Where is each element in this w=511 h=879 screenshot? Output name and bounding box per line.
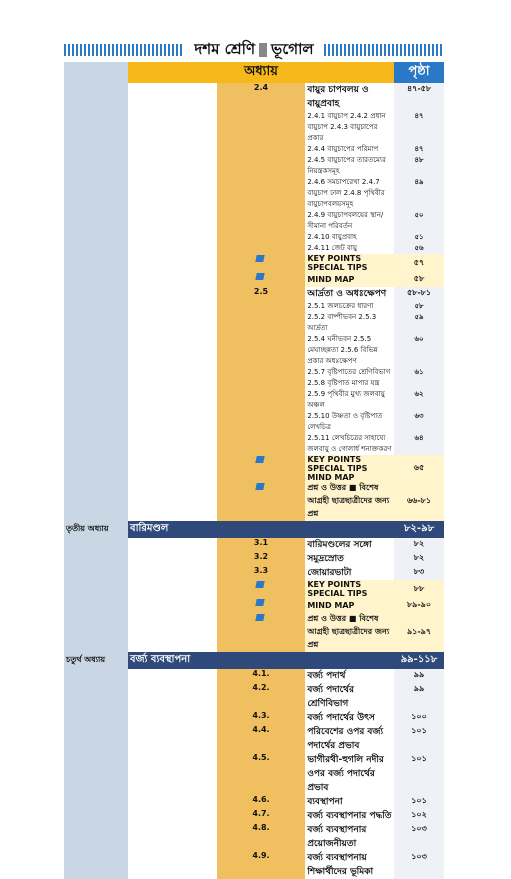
subsection-page: ৬২ — [394, 389, 444, 411]
subsection-text: 2.5.7 বৃষ্টিপাতের শ্রেণিবিভাগ 2.5.8 বৃষ্টিপাত মাপার যন্ত্র — [307, 368, 391, 387]
item-title: বারিমণ্ডলের সঙ্গো — [307, 540, 372, 550]
item-page: ১০১ — [394, 795, 444, 809]
item-page: ৮৩ — [394, 566, 444, 580]
subsection-page: ৪৯ — [394, 177, 444, 210]
tips-page: ৬৫ — [394, 455, 444, 482]
item-page: ৯৯ — [394, 683, 444, 711]
tips-text: KEY POINTS SPECIAL TIPS MIND MAP — [305, 455, 394, 482]
subsection-text: 2.4.10 বায়ুপ্রবাহ — [307, 233, 357, 241]
item-page: ১০২ — [394, 809, 444, 823]
book-icon — [255, 456, 264, 463]
item-title: বর্জ্য ব্যবস্থাপনার প্রয়োজনীয়তা — [307, 825, 367, 849]
item-title: পরিবেশের ওপর বর্জ্য পদার্থের প্রভাব — [307, 727, 384, 751]
item-title: বর্জ্য পদার্থের উৎস — [307, 713, 375, 723]
subsection-page: ৫৮ — [394, 301, 444, 312]
item-page: ১০০ — [394, 711, 444, 725]
book-icon — [255, 614, 264, 621]
subsection-page: ৪৮ — [394, 155, 444, 177]
item-page: ৮২ — [394, 538, 444, 552]
subsection-text: 2.5.2 বাষ্পীভবন 2.5.3 আর্দ্রতা — [307, 313, 377, 332]
item-title: ভাগীরথী-হুগলি নদীর ওপর বর্জ্য পদার্থের প্রভাব — [307, 755, 384, 793]
page-header — [64, 38, 444, 60]
subsection-page: ৫৬ — [394, 243, 444, 254]
subsection-page: ৬৩ — [394, 411, 444, 433]
subsection-text: 2.4.11 জেট বায়ু — [307, 244, 357, 252]
page-title — [64, 38, 444, 60]
book-icon — [255, 581, 264, 588]
section-row-2-4 — [64, 83, 444, 111]
qa-page: ৬৬-৮১ — [394, 482, 444, 521]
item-page: ৮২ — [394, 552, 444, 566]
item-number: 4.2. — [217, 683, 306, 711]
item-title: ব্যবস্থাপনা — [307, 797, 343, 807]
item-number: 4.9. — [217, 851, 306, 879]
item-number: 3.3 — [217, 566, 306, 580]
item-number: 4.8. — [217, 823, 306, 851]
subsection-text: 2.5.10 উষ্ণতা ও বৃষ্টিপাত লেখচিত্র — [307, 412, 383, 431]
subsection-page: ৬৪ — [394, 433, 444, 455]
item-number: 3.2 — [217, 552, 306, 566]
chapter-title: বর্জ্য ব্যবস্থাপনা — [128, 652, 394, 669]
item-number: 4.3. — [217, 711, 306, 725]
table-header-row — [64, 62, 444, 83]
book-icon — [255, 273, 264, 280]
item-title: বর্জ্য ব্যবস্থাপনার পদ্ধতি — [307, 811, 392, 821]
subsection-text: 2.4.1 বায়ুচাপ 2.4.2 প্রধান বায়ুচাপ 2.4.3 বায়ুচাপের প্রকার — [307, 112, 386, 142]
subject-label: ভূগোল — [271, 40, 314, 58]
subsection-page: ৬১ — [394, 367, 444, 389]
section-row-2-5 — [64, 287, 444, 301]
qa-page: ৯১-৯৭ — [394, 613, 444, 652]
item-page: ১০১ — [394, 753, 444, 795]
item-title: বর্জ্য পদার্থের শ্রেণিবিভাগ — [307, 685, 354, 709]
tips-text: KEY POINTS SPECIAL TIPS — [305, 254, 394, 272]
item-title: সমুদ্রস্রোত — [307, 554, 344, 564]
item-number: 4.6. — [217, 795, 306, 809]
section-page: ৫৮-৮১ — [394, 287, 444, 301]
subsection-page: ৫৯ — [394, 312, 444, 334]
item-number: 4.7. — [217, 809, 306, 823]
mindmap-text: MIND MAP — [305, 272, 394, 287]
mindmap-text: MIND MAP — [305, 598, 394, 613]
subsection-page: ৪৭ — [394, 144, 444, 155]
section-title: আর্দ্রতা ও অধঃক্ষেপণ — [307, 289, 387, 299]
tips-text: KEY POINTS SPECIAL TIPS — [305, 580, 394, 598]
item-number: 4.1. — [217, 669, 306, 683]
class-label: দশম শ্রেণি — [194, 40, 256, 58]
chapter-label: চতুর্থ অধ্যায় — [64, 652, 128, 669]
subsection-text: 2.4.9 বায়ুচাপবলয়ের স্থান/সীমানা পরিবর্তন — [307, 211, 384, 230]
col-title: অধ্যায় — [128, 62, 394, 83]
qa-text: প্রশ্ন ও উত্তর ■ বিশেষ আগ্রহী ছাত্রছাত্রীদের জন্য প্রশ্ন — [305, 482, 394, 521]
subsection-text: 2.4.4 বায়ুচাপের পরিমাপ — [307, 145, 379, 153]
tips-page: ৮৮ — [394, 580, 444, 598]
section-title: বায়ুর চাপবলয় ও বায়ুপ্রবাহ — [307, 85, 369, 109]
contents-table — [64, 62, 444, 879]
subsection-page: ৫০ — [394, 210, 444, 232]
item-page: ৯৯ — [394, 669, 444, 683]
book-icon — [255, 255, 264, 262]
item-row — [64, 538, 444, 552]
subsection-text: 2.5.1 জলচক্রের ধারণা — [307, 302, 374, 310]
col-page: পৃষ্ঠা — [394, 62, 444, 83]
subsection-page: ৬০ — [394, 334, 444, 367]
item-title: বর্জ্য পদার্থ — [307, 671, 346, 681]
subsection-text: 2.5.4 ঘনীভবন 2.5.5 মেঘাচ্ছন্নতা 2.5.6 বিভিন্ন প্রকার অধঃক্ষেপণ — [307, 335, 378, 365]
title-separator — [259, 43, 267, 57]
subsection-page: ৪৭ — [394, 111, 444, 144]
section-number: 2.5 — [217, 287, 306, 455]
book-icon — [255, 483, 264, 490]
item-page: ১০৩ — [394, 823, 444, 851]
item-title: জোয়ারভাটা — [307, 568, 352, 578]
subsection-text: 2.5.11 লেখচিত্রের সাহায্যে জলবায়ু ও গোলার্ধ শনাক্তকরণ — [307, 434, 392, 453]
chapter-row-3 — [64, 521, 444, 538]
subsection-text: 2.4.5 বায়ুচাপের তারতম্যের নিয়ন্ত্রকসমূহ — [307, 156, 386, 175]
chapter-label: তৃতীয় অধ্যায় — [64, 521, 128, 538]
subsection-text: 2.5.9 পৃথিবীর মুখ্য জলবায়ু অঞ্চল — [307, 390, 385, 409]
item-page: ১০১ — [394, 725, 444, 753]
item-number: 3.1 — [217, 538, 306, 552]
item-page: ১০৩ — [394, 851, 444, 879]
section-number: 2.4 — [217, 83, 306, 254]
item-title: বর্জ্য ব্যবস্থাপনায় শিক্ষার্থীদের ভূমিকা — [307, 853, 374, 877]
section-page: ৪৭-৫৮ — [394, 83, 444, 111]
chapter-page: ৮২-৯৮ — [394, 521, 444, 538]
chapter-page: ৯৯-১১৮ — [394, 652, 444, 669]
subsection-page: ৫১ — [394, 232, 444, 243]
mindmap-page: ৫৮ — [394, 272, 444, 287]
chapter-title: বারিমণ্ডল — [128, 521, 394, 538]
chapter-row-4 — [64, 652, 444, 669]
item-number: 4.4. — [217, 725, 306, 753]
item-number: 4.5. — [217, 753, 306, 795]
mindmap-page: ৮৯-৯০ — [394, 598, 444, 613]
book-icon — [255, 599, 264, 606]
tips-page: ৫৭ — [394, 254, 444, 272]
subsection-text: 2.4.6 সমচাপরেখা 2.4.7 বায়ুচাপ ঢাল 2.4.8 পৃথিবীর বায়ুচাপবলয়সমূহ — [307, 178, 385, 208]
qa-text: প্রশ্ন ও উত্তর ■ বিশেষ আগ্রহী ছাত্রছাত্রীদের জন্য প্রশ্ন — [305, 613, 394, 652]
